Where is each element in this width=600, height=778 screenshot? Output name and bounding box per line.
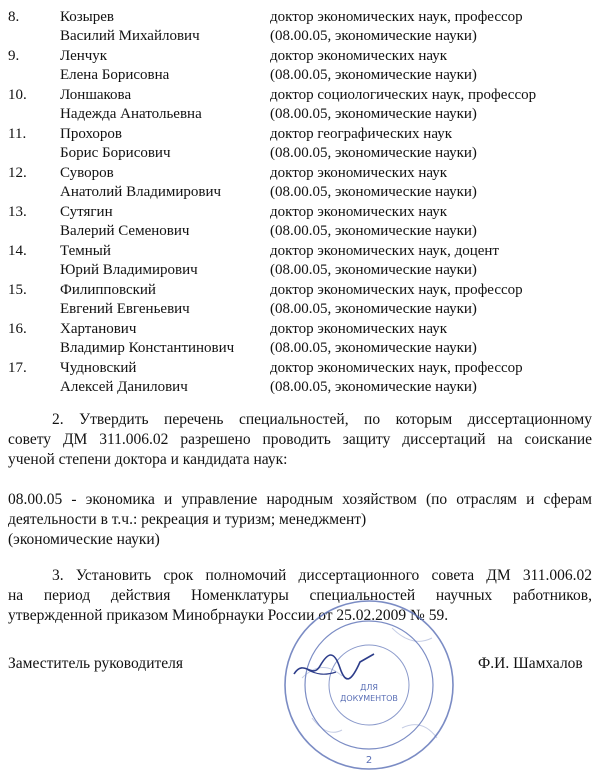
member-surname: Суворов: [60, 165, 114, 181]
clause-3-line: 3. Установить срок полномочий диссертационного совета ДМ 311.006.02: [52, 567, 592, 584]
member-entry: [0, 8, 600, 48]
member-number: 8.: [8, 9, 20, 25]
member-specialty: (08.00.05, экономические науки): [270, 340, 477, 356]
clause-2-line: совету ДМ 311.006.02 разрешено проводить защиту диссертаций на соискание: [8, 431, 592, 448]
member-surname: Козырев: [60, 9, 115, 25]
member-entry: [0, 203, 600, 243]
member-given-name: Елена Борисовна: [60, 67, 170, 83]
member-degree: доктор географических наук: [270, 126, 453, 142]
member-given-name: Надежда Анатольевна: [60, 106, 202, 122]
member-degree: доктор социологических наук, профессор: [270, 87, 537, 103]
member-number: 14.: [8, 243, 27, 259]
member-degree: доктор экономических наук: [270, 48, 448, 64]
member-specialty: (08.00.05, экономические науки): [270, 262, 477, 278]
member-number: 12.: [8, 165, 27, 181]
stamp-number: 2: [365, 755, 373, 766]
clause-2-line: 2. Утвердить перечень специальностей, по которым диссертационному: [52, 411, 592, 428]
member-surname: Прохоров: [60, 126, 122, 142]
specialty-line: (экономические науки): [8, 531, 160, 548]
member-given-name: Алексей Данилович: [60, 379, 188, 395]
member-entry: [0, 125, 600, 165]
member-entry: [0, 242, 600, 282]
member-number: 16.: [8, 321, 27, 337]
member-degree: доктор экономических наук, доцент: [270, 243, 499, 259]
member-entry: [0, 359, 600, 399]
clause-2-line: ученой степени доктора и кандидата наук:: [8, 451, 288, 468]
member-given-name: Валерий Семенович: [60, 223, 190, 239]
specialty-block: [8, 490, 592, 550]
member-number: 11.: [8, 126, 27, 142]
clause-3-line: на период действия Номенклатуры специальностей научных работников,: [8, 587, 592, 604]
clause-2: [8, 410, 592, 470]
member-specialty: (08.00.05, экономические науки): [270, 28, 477, 44]
member-entry: [0, 47, 600, 87]
stamp-center-text-2: ДОКУМЕНТОВ: [340, 694, 398, 703]
specialty-line: деятельности в т.ч.: рекреация и туризм; менеджмент): [8, 511, 367, 528]
handwritten-signature: [290, 640, 380, 690]
member-number: 9.: [8, 48, 20, 64]
member-given-name: Владимир Константинович: [60, 340, 235, 356]
member-number: 15.: [8, 282, 27, 298]
signatory-position: Заместитель руководителя: [8, 655, 184, 672]
member-degree: доктор экономических наук, профессор: [270, 282, 523, 298]
member-specialty: (08.00.05, экономические науки): [270, 379, 477, 395]
clause-3-line: утвержденной приказом Минобрнауки России от 25.02.2009 № 59.: [8, 607, 449, 624]
member-degree: доктор экономических наук: [270, 204, 448, 220]
member-given-name: Василий Михайлович: [60, 28, 200, 44]
member-entry: [0, 86, 600, 126]
member-specialty: (08.00.05, экономические науки): [270, 301, 477, 317]
member-given-name: Борис Борисович: [60, 145, 171, 161]
member-specialty: (08.00.05, экономические науки): [270, 145, 477, 161]
member-number: 10.: [8, 87, 27, 103]
member-specialty: (08.00.05, экономические науки): [270, 184, 477, 200]
signatory-name: Ф.И. Шамхалов: [478, 655, 583, 672]
stamp-center-text-1: ДЛЯ: [360, 683, 378, 692]
member-surname: Ленчук: [60, 48, 108, 64]
specialty-line: 08.00.05 - экономика и управление народным хозяйством (по отраслям и сферам: [8, 491, 592, 508]
member-given-name: Юрий Владимирович: [60, 262, 198, 278]
member-entry: [0, 164, 600, 204]
member-entry: [0, 281, 600, 321]
member-given-name: Анатолий Владимирович: [60, 184, 222, 200]
member-specialty: (08.00.05, экономические науки): [270, 106, 477, 122]
member-surname: Лоншакова: [60, 87, 132, 103]
member-given-name: Евгений Евгеньевич: [60, 301, 190, 317]
member-specialty: (08.00.05, экономические науки): [270, 223, 477, 239]
member-degree: доктор экономических наук, профессор: [270, 9, 523, 25]
member-degree: доктор экономических наук: [270, 165, 448, 181]
member-specialty: (08.00.05, экономические науки): [270, 67, 477, 83]
member-number: 13.: [8, 204, 27, 220]
member-degree: доктор экономических наук, профессор: [270, 360, 523, 376]
member-degree: доктор экономических наук: [270, 321, 448, 337]
member-surname: Хартанович: [60, 321, 137, 337]
member-surname: Филипповский: [60, 282, 156, 298]
member-surname: Сутягин: [60, 204, 113, 220]
member-surname: Темный: [60, 243, 111, 259]
member-surname: Чудновский: [60, 360, 137, 376]
member-number: 17.: [8, 360, 27, 376]
member-entry: [0, 320, 600, 360]
